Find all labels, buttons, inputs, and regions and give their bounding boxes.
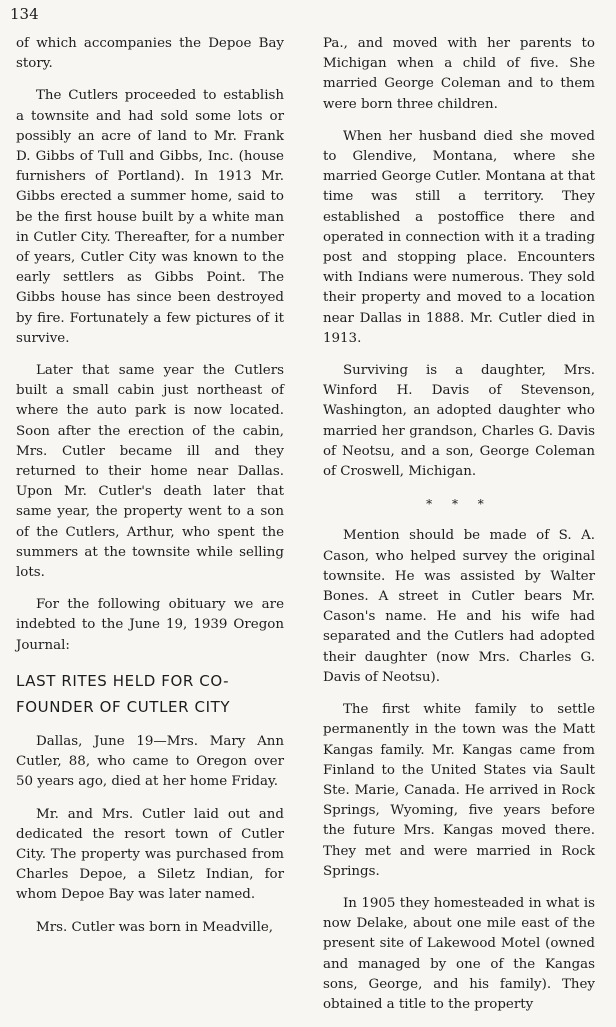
left-column — [16, 34, 284, 950]
obituary-headline: LAST RITES HELD FOR CO-FOUNDER OF CUTLER CITY — [16, 671, 231, 716]
section-divider: * * * — [426, 497, 492, 512]
paragraph: Mention should be made of S. A. Cason, who helped survey the original townsite. He was assisted by Walter Bones. A street in Cutler bears Mr. Cason's name. He and his wife had separated and the Cutlers had adopted their daughter (now Mrs. Charles G. Davis of Neotsu). — [323, 528, 595, 685]
paragraph: The first white family to settle permanently in the town was the Matt Kangas family. Mr. Kangas came from Finland to the United States via Sault Ste. Marie, Canada. He arrived in Rock Springs, Wyoming, five years before the future Mrs. Kangas moved there. They met and were married in Rock Springs. — [323, 702, 595, 879]
paragraph: Surviving is a daughter, Mrs. Winford H. Davis of Stevenson, Washington, an adopted daughter who married her grandson, Charles G. Davis of Neotsu, and a son, George Coleman of Croswell, Michigan. — [323, 363, 595, 480]
paragraph: The Cutlers proceeded to establish a townsite and had sold some lots or possibly an acre of land to Mr. Frank D. Gibbs of Tull and Gibbs, Inc. (house furnishers of Portland). In 1913 Mr. Gibbs erected a summer home, said to be the first house built by a white man in Cutler City. Thereafter, for a number of years, Cutler City was known to the early settlers as Gibbs Point. The Gibbs house has since been destroyed by fire. Fortunately a few pictures of it survive. — [16, 88, 284, 346]
paragraph: Later that same year the Cutlers built a small cabin just northeast of where the auto park is now located. Soon after the erection of the cabin, Mrs. Cutler became ill and they returned to their home near Dallas. Upon Mr. Cutler's death later that same year, the property went to a son of the Cutlers, Arthur, who spent the summers at the townsite while selling lots. — [16, 363, 284, 581]
paragraph: Dallas, June 19—Mrs. Mary Ann Cutler, 88, who came to Oregon over 50 years ago, died at her home Friday. — [16, 733, 284, 790]
paragraph: For the following obituary we are indebted to the June 19, 1939 Oregon Journal: — [16, 597, 284, 653]
paragraph: Pa., and moved with her parents to Michigan when a child of five. She married George Coleman and to them were born three children. — [323, 36, 595, 112]
paragraph: Mrs. Cutler was born in Meadville, — [36, 919, 274, 935]
paragraph: of which accompanies the Depoe Bay story. — [16, 36, 284, 72]
paragraph: Mr. and Mrs. Cutler laid out and dedicated the resort town of Cutler City. The property was purchased from Charles Depoe, a Siletz Indian, for whom Depoe Bay was later named. — [16, 806, 284, 903]
paragraph: When her husband died she moved to Glendive, Montana, where she married George Cutler. Montana at that time was still a territory. They established a postoffice there and operated in connection with it a trading post and stopping place. Encounters with Indians were numerous. They sold their property and moved to a location near Dallas in 1888. Mr. Cutler died in 1913. — [323, 128, 595, 346]
right-column — [323, 34, 595, 1027]
paragraph: In 1905 they homesteaded in what is now Delake, about one mile east of the present site of Lakewood Motel (owned and managed by one of the Kangas sons, George, and his family). They obtained a title to the property — [323, 895, 595, 1012]
page-number: 134 — [10, 5, 39, 23]
